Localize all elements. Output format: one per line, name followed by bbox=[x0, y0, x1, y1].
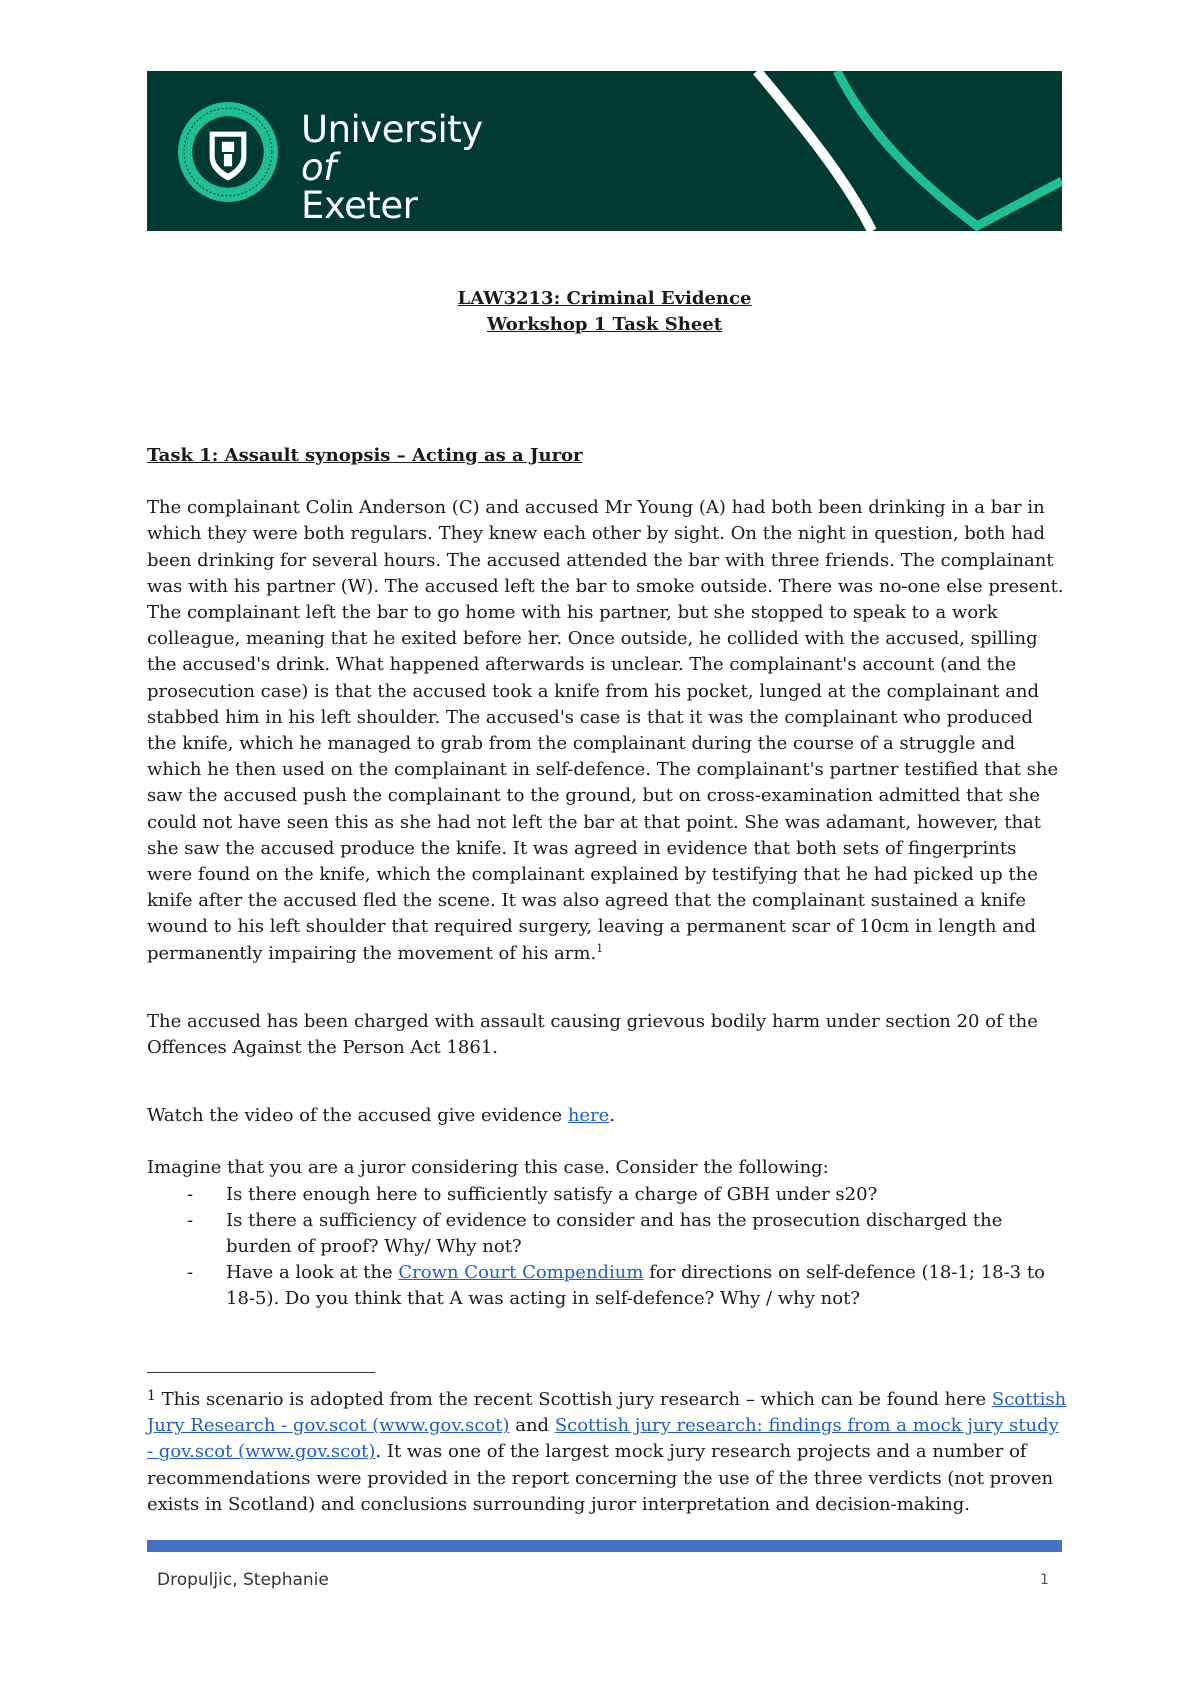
brand-line-1: University bbox=[301, 108, 483, 151]
mock-jury-study-link[interactable]: Scottish jury research: findings from a mock jury study - gov.scot (www.gov.scot) bbox=[147, 1415, 1059, 1463]
banner-decoration-lines bbox=[147, 71, 1062, 231]
video-prefix: Watch the video of the accused give evidence bbox=[147, 1105, 568, 1127]
brand-exeter: Exeter bbox=[301, 184, 418, 227]
video-suffix: . bbox=[609, 1105, 616, 1127]
footnote-separator bbox=[147, 1372, 375, 1373]
document-title bbox=[147, 286, 1062, 338]
university-wordmark bbox=[301, 108, 483, 227]
charge-paragraph: The accused has been charged with assault causing grievous bodily harm under section 20 of the Offences Against the Person Act 1861. bbox=[147, 1010, 1038, 1059]
footer-author: Dropuljic, Stephanie bbox=[157, 1570, 329, 1590]
juror-intro: Imagine that you are a juror considering this case. Consider the following: bbox=[147, 1157, 829, 1179]
crown-court-compendium-link[interactable]: Crown Court Compendium bbox=[398, 1262, 644, 1284]
main-content bbox=[147, 443, 1067, 1313]
q3-suffix: for directions on self-defence (18-1; 18-3 to 18-5). Do you think that A was acting in self-defence? Why / why not? bbox=[226, 1262, 1045, 1310]
footnote-number: 1 bbox=[147, 1388, 156, 1404]
footnote-ref[interactable]: 1 bbox=[596, 941, 604, 955]
video-paragraph bbox=[147, 1103, 1067, 1129]
synopsis-paragraph bbox=[147, 495, 1067, 967]
question-item-1: - Is there enough here to sufficiently satisfy a charge of GBH under s20? bbox=[187, 1182, 1067, 1208]
footer-bar bbox=[147, 1540, 1062, 1552]
footnote-text-c: . It was one of the largest mock jury research projects and a number of recommendations were provided in the report concerning the use of the three verdicts (not proven exists in Scotland) and conclusions surrounding juror interpretation and decision-making. bbox=[147, 1441, 1054, 1515]
task-1-heading: Task 1: Assault synopsis – Acting as a Juror bbox=[147, 445, 583, 466]
question-list bbox=[147, 1182, 1067, 1313]
brand-line-2 bbox=[301, 146, 483, 227]
footnote bbox=[147, 1383, 1067, 1518]
university-crest-icon bbox=[177, 101, 279, 203]
question-item-3 bbox=[187, 1260, 1067, 1312]
video-link[interactable]: here bbox=[567, 1105, 610, 1127]
question-item-2: - Is there a sufficiency of evidence to consider and has the prosecution discharged the burden of proof? Why/ Why not? bbox=[187, 1208, 1067, 1260]
footnote-text-a: This scenario is adopted from the recent Scottish jury research – which can be found here bbox=[155, 1389, 992, 1410]
q3-prefix: Have a look at the bbox=[226, 1262, 399, 1284]
course-title: LAW3213: Criminal Evidence bbox=[457, 288, 752, 309]
footnote-text-b: and bbox=[509, 1415, 555, 1437]
workshop-title: Workshop 1 Task Sheet bbox=[486, 314, 723, 335]
brand-of: of bbox=[301, 146, 336, 189]
synopsis-text: The complainant Colin Anderson (C) and accused Mr Young (A) had both been drinking in a bar in which they were both regulars. They knew each other by sight. On the night in question, both had been drinking for several hours. The accused attended the bar with three friends. The complainant was with his partner (W). The accused left the bar to smoke outside. There was no-one else present. The complainant left the bar to go home with his partner, but she stopped to speak to a work colleague, meaning that he exited before her. Once outside, he collided with the accused, spilling the accused's drink. What happened afterwards is unclear. The complainant's account (and the prosecution case) is that the accused took a knife from his pocket, lunged at the complainant and stabbed him in his left shoulder. The accused's case is that it was the complainant who produced the knife, which he managed to grab from the complainant during the course of a struggle and which he then used on the complainant in self-defence. The complainant's partner testified that she saw the accused push the complainant to the ground, but on cross-examination admitted that she could not have seen this as she had not left the bar at that point. She was adamant, however, that she saw the accused produce the knife. It was agreed in evidence that both sets of fingerprints were found on the knife, which the complainant explained by testifying that he had picked up the knife after the accused fled the scene. It was also agreed that the complainant sustained a knife wound to his left shoulder that required surgery, leaving a permanent scar of 10cm in length and permanently impairing the movement of his arm. bbox=[147, 497, 1064, 964]
page-number: 1 bbox=[1040, 1572, 1049, 1588]
university-banner bbox=[147, 71, 1062, 231]
scottish-jury-research-link[interactable]: Scottish Jury Research - gov.scot (www.gov.scot) bbox=[147, 1389, 1067, 1437]
